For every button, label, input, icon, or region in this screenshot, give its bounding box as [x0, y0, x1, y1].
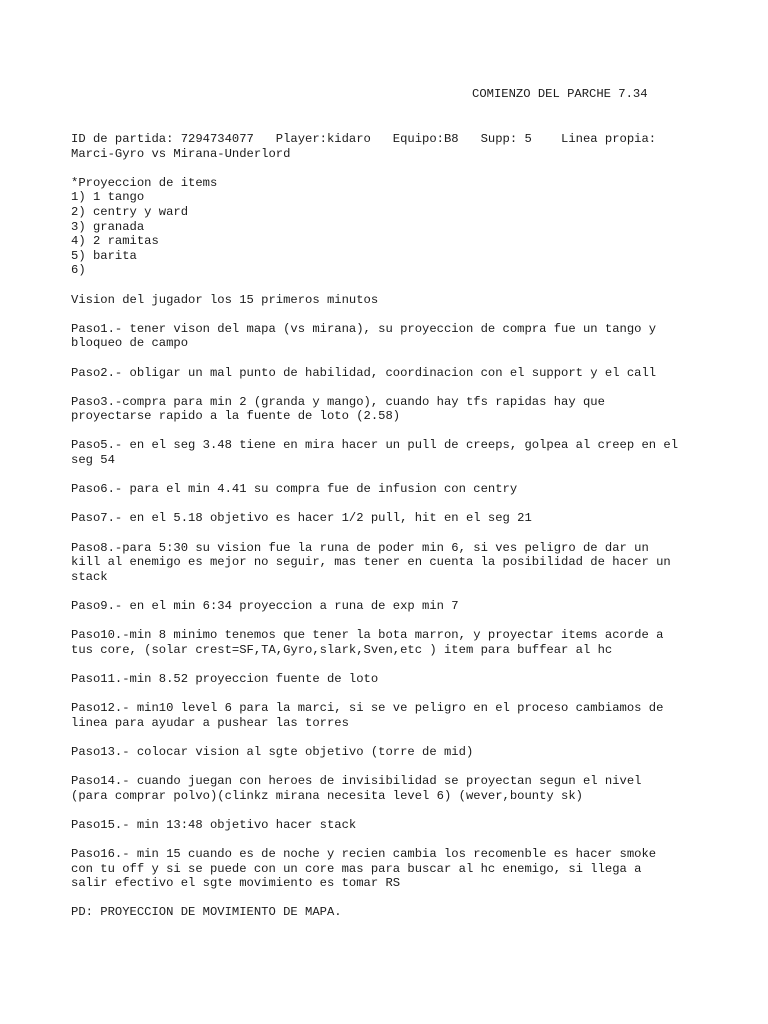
step-line: proyectarse rapido a la fuente de loto (2.58) [71, 409, 401, 424]
step-paragraph [71, 745, 731, 760]
step-line: Paso15.- min 13:48 objetivo hacer stack [71, 817, 357, 832]
step-line: Paso3.-compra para min 2 (granda y mango), cuando hay tfs rapidas hay que [71, 394, 605, 409]
spacer [71, 307, 731, 322]
spacer [71, 468, 731, 483]
step-paragraph [71, 511, 731, 526]
step-line: salir efectivo el sgte movimiento es tomar RS [71, 876, 401, 891]
step-line: Paso5.- en el seg 3.48 tiene en mira hacer un pull de creeps, golpea al creep en el [71, 438, 679, 453]
spacer [71, 614, 731, 629]
step-paragraph [71, 438, 731, 467]
spacer [71, 161, 731, 176]
step-paragraph [71, 322, 731, 351]
step-line: Paso8.-para 5:30 su vision fue la runa de poder min 6, si ves peligro de dar un [71, 540, 649, 555]
step-line: Paso16.- min 15 cuando es de noche y recien cambia los recomenble es hacer smoke [71, 847, 657, 862]
steps-list [71, 307, 731, 891]
match-header [71, 132, 731, 161]
item-entry: 4) 2 ramitas [71, 234, 159, 249]
step-line: Paso13.- colocar vision al sgte objetivo (torre de mid) [71, 744, 474, 759]
step-paragraph [71, 701, 731, 730]
step-paragraph [71, 366, 731, 381]
step-paragraph [71, 672, 731, 687]
spacer [71, 526, 731, 541]
items-section [71, 176, 731, 278]
item-entry: 6) [71, 263, 86, 278]
step-line: tus core, (solar crest=SF,TA,Gyro,slark,Sven,etc ) item para buffear al hc [71, 642, 613, 657]
item-entry: 3) granada [71, 219, 145, 234]
step-line: con tu off y si se puede con un core mas para buscar al hc enemigo, si llega a [71, 861, 642, 876]
spacer [71, 760, 731, 775]
vision-heading: Vision del jugador los 15 primeros minutos [71, 292, 379, 307]
spacer [71, 584, 731, 599]
spacer [71, 278, 731, 293]
step-line: kill al enemigo es mejor no seguir, mas tener en cuenta la posibilidad de hacer un [71, 555, 671, 570]
spacer [71, 380, 731, 395]
step-line: Paso9.- en el min 6:34 proyeccion a runa de exp min 7 [71, 599, 459, 613]
item-entry: 5) barita [71, 248, 137, 263]
step-paragraph [71, 818, 731, 833]
spacer [71, 803, 731, 818]
step-paragraph [71, 628, 731, 657]
step-line: (para comprar polvo)(clinkz mirana necesita level 6) (wever,bounty sk) [71, 788, 583, 803]
step-line: Paso14.- cuando juegan con heroes de invisibilidad se proyectan segun el nivel [71, 774, 642, 789]
step-line: Paso11.-min 8.52 proyeccion fuente de loto [71, 671, 379, 686]
spacer [71, 497, 731, 512]
spacer [71, 424, 731, 439]
spacer [71, 687, 731, 702]
spacer [71, 657, 731, 672]
item-entry: 1) 1 tango [71, 190, 145, 205]
step-line: Paso12.- min10 level 6 para la marci, si se ve peligro en el proceso cambiamos de [71, 701, 664, 716]
step-paragraph [71, 599, 731, 614]
document-title: COMIENZO DEL PARCHE 7.34 [472, 87, 648, 101]
step-paragraph [71, 847, 731, 891]
step-paragraph [71, 482, 731, 497]
item-entry: 2) centry y ward [71, 204, 189, 219]
step-line: Paso10.-min 8 minimo tenemos que tener la bota marron, y proyectar items acorde a [71, 628, 664, 643]
footer-note: PD: PROYECCION DE MOVIMIENTO DE MAPA. [71, 905, 342, 920]
spacer [71, 351, 731, 366]
spacer [71, 833, 731, 848]
document-body [71, 132, 731, 920]
match-header-line: Marci-Gyro vs Mirana-Underlord [71, 146, 291, 161]
items-heading: *Proyeccion de items [71, 175, 218, 190]
spacer [71, 891, 731, 906]
step-line: stack [71, 569, 108, 584]
step-line: Paso6.- para el min 4.41 su compra fue de infusion con centry [71, 482, 518, 497]
spacer [71, 730, 731, 745]
step-paragraph [71, 541, 731, 585]
step-paragraph [71, 395, 731, 424]
step-line: seg 54 [71, 453, 115, 468]
match-header-line: ID de partida: 7294734077 Player:kidaro Equipo:B8 Supp: 5 Linea propia: [71, 132, 657, 146]
step-paragraph [71, 774, 731, 803]
step-line: Paso1.- tener vison del mapa (vs mirana), su proyeccion de compra fue un tango y [71, 321, 657, 336]
step-line: linea para ayudar a pushear las torres [71, 715, 349, 730]
step-line: Paso2.- obligar un mal punto de habilidad, coordinacion con el support y el call [71, 365, 657, 380]
step-line: bloqueo de campo [71, 336, 189, 351]
step-line: Paso7.- en el 5.18 objetivo es hacer 1/2 pull, hit en el seg 21 [71, 511, 532, 526]
